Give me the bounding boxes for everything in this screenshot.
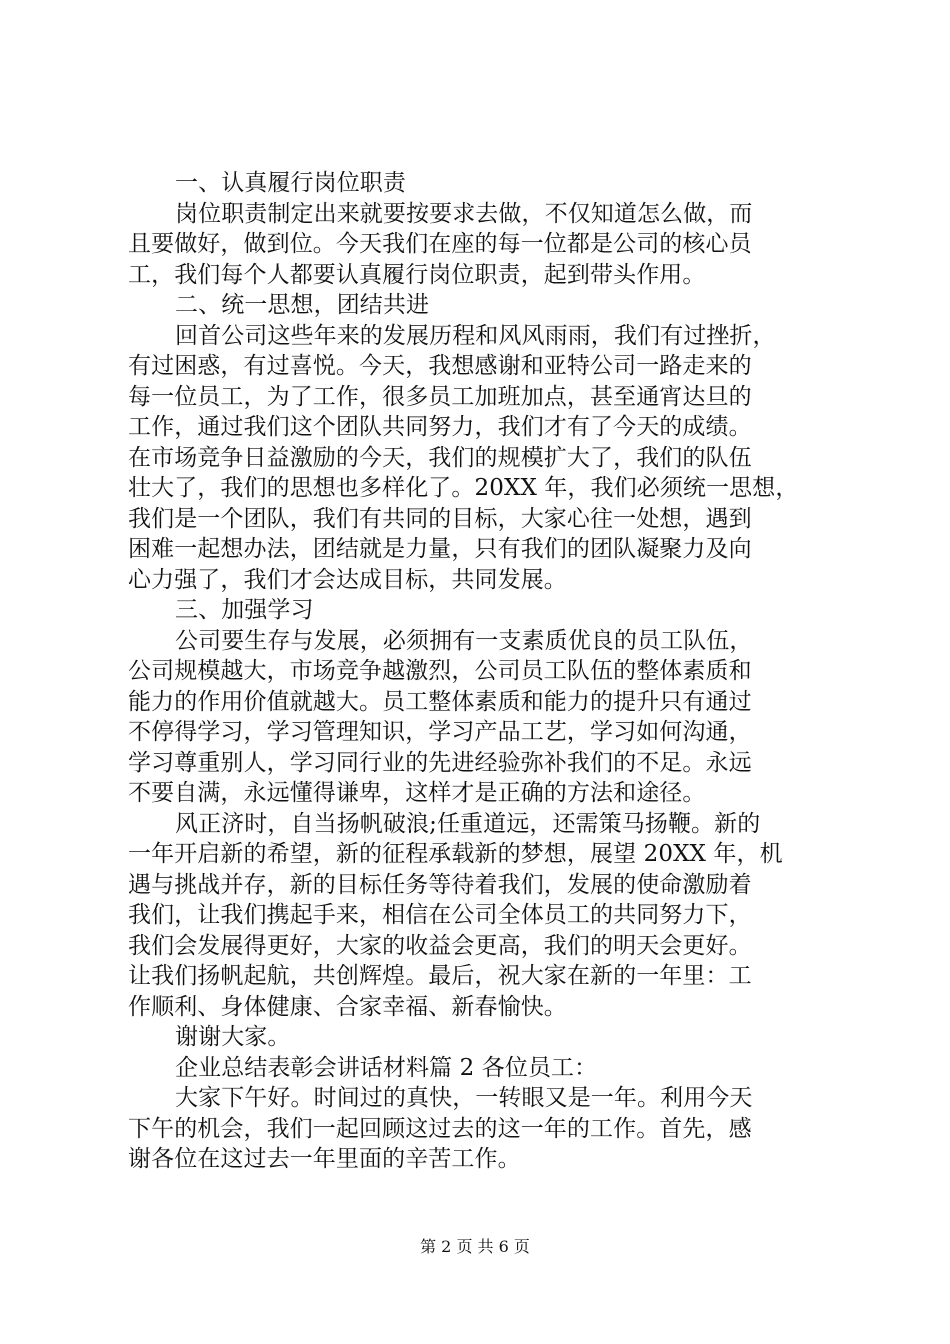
text-line: 公司规模越大，市场竞争越激烈，公司员工队伍的整体素质和	[128, 658, 752, 684]
text-line: 我们，让我们携起手来，相信在公司全体员工的共同努力下，	[128, 902, 752, 928]
text-line: 工，我们每个人都要认真履行岗位职责，起到带头作用。	[128, 261, 706, 288]
text-line: 二、统一思想，团结共进	[175, 292, 430, 318]
text-line: 壮大了，我们的思想也多样化了。20XX 年，我们必须统一思想，	[128, 475, 799, 501]
text-line: 心力强了，我们才会达成目标，共同发展。	[128, 566, 567, 593]
text-line: 风正济时，自当扬帆破浪;任重道远，还需策马扬鞭。新的	[175, 810, 761, 837]
text-line: 岗位职责制定出来就要按要求去做，不仅知道怎么做，而	[175, 200, 753, 227]
text-line: 学习尊重别人，学习同行业的先进经验弥补我们的不足。永远	[128, 749, 752, 776]
text-line: 三、加强学习	[175, 597, 314, 623]
text-line: 工作，通过我们这个团队共同努力，我们才有了今天的成绩。	[128, 414, 752, 440]
text-line: 大家下午好。时间过的真快，一转眼又是一年。利用今天	[175, 1085, 753, 1111]
text-line: 谢各位在这过去一年里面的辛苦工作。	[128, 1146, 521, 1172]
text-line: 回首公司这些年来的发展历程和风风雨雨，我们有过挫折，	[175, 322, 776, 349]
text-line: 一年开启新的希望，新的征程承载新的梦想，展望 20XX 年，机	[128, 841, 783, 867]
text-line: 在市场竞争日益激励的今天，我们的规模扩大了，我们的队伍	[128, 444, 752, 471]
text-line: 能力的作用价值就越大。员工整体素质和能力的提升只有通过	[128, 688, 752, 715]
text-line: 且要做好，做到位。今天我们在座的每一位都是公司的核心员	[128, 231, 752, 257]
text-line: 谢谢大家。	[175, 1024, 291, 1050]
text-line: 让我们扬帆起航，共创辉煌。最后，祝大家在新的一年里：工	[128, 963, 752, 989]
page-footer: 第 2 页 共 6 页	[420, 1237, 530, 1256]
text-line: 我们会发展得更好，大家的收益会更高，我们的明天会更好。	[128, 932, 752, 959]
text-line: 一、认真履行岗位职责	[175, 170, 406, 196]
text-line: 公司要生存与发展，必须拥有一支素质优良的员工队伍，	[175, 627, 753, 654]
text-line: 有过困惑，有过喜悦。今天，我想感谢和亚特公司一路走来的	[128, 353, 752, 379]
document-body	[128, 168, 828, 1175]
text-line: 困难一起想办法，团结就是力量，只有我们的团队凝聚力及向	[128, 536, 752, 562]
text-line: 每一位员工，为了工作，很多员工加班加点，甚至通宵达旦的	[128, 383, 752, 410]
text-line: 企业总结表彰会讲话材料篇 2 各位员工：	[175, 1054, 598, 1081]
text-line: 我们是一个团队，我们有共同的目标，大家心往一处想，遇到	[128, 505, 752, 532]
text-line: 不停得学习，学习管理知识，学习产品工艺，学习如何沟通，	[128, 719, 752, 745]
text-line: 作顺利、身体健康、合家幸福、新春愉快。	[128, 993, 567, 1020]
text-line: 遇与挑战并存，新的目标任务等待着我们，发展的使命激励着	[128, 871, 752, 898]
text-line: 下午的机会，我们一起回顾这过去的这一年的工作。首先，感	[128, 1115, 752, 1142]
text-line: 不要自满，永远懂得谦卑，这样才是正确的方法和途径。	[128, 780, 706, 806]
